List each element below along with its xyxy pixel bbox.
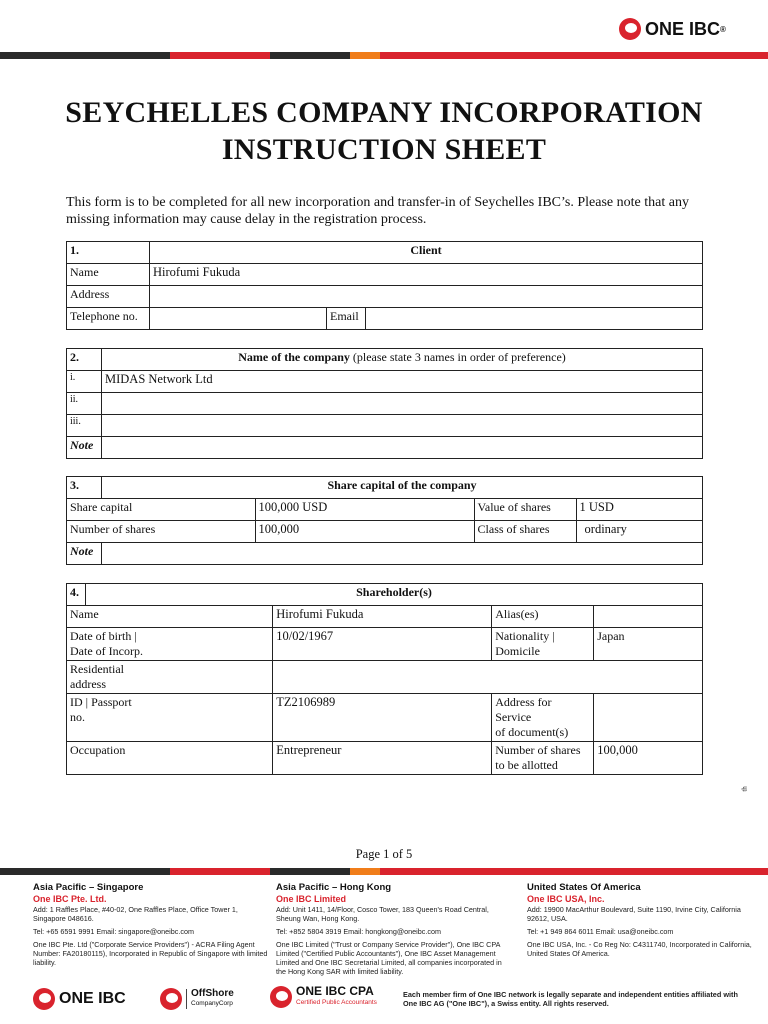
address: Add: 19900 MacArthur Boulevard, Suite 1190, Irvine City, California 92612, USA. [527,905,741,923]
section-title: Share capital of the company [102,477,703,499]
bottom-color-bar [0,868,768,875]
residential-address-label-line2: address [70,677,106,691]
version-sup: th [740,786,749,792]
email-label: Email [327,308,366,330]
brand-logo [619,18,726,40]
client-name-value[interactable]: Hirofumi Fukuda [150,264,703,286]
section-number: 2. [67,349,102,371]
address-label: Address [67,286,150,308]
alias-label: Alias(es) [492,606,594,628]
page-title-line-1: SEYCHELLES COMPANY INCORPORATION [65,96,703,129]
contact: Tel: +1 949 864 6011 Email: usa@oneibc.com [527,927,674,936]
value-of-shares-value[interactable]: 1 USD [576,499,702,521]
note-field[interactable] [102,437,703,459]
note-field[interactable] [102,543,703,565]
footer-one-ibc-logo [33,988,126,1010]
service-address-label [492,694,594,742]
residential-address-label-line1: Residential [70,662,124,676]
telephone-label: Telephone no. [67,308,150,330]
cpa-sub: Certified Public Accountants [296,999,377,1006]
section-title: Client [150,242,703,264]
region-title: Asia Pacific – Singapore [33,882,144,893]
choice-i-label: i. [67,371,102,393]
offshore-logo [160,988,234,1010]
id-passport-value[interactable]: TZ2106989 [273,694,492,742]
section-number: 1. [67,242,150,264]
entity-name: One IBC Limited [276,894,347,904]
service-address-value[interactable] [594,694,703,742]
choice-iii-label: iii. [67,415,102,437]
footer-brand-name: ONE IBC [59,990,126,1007]
company-name-choice-1[interactable]: MIDAS Network Ltd [102,371,703,393]
shares-allotted-value[interactable]: 100,000 [594,742,703,775]
value-of-shares-label: Value of shares [474,499,576,521]
note-label: Note [67,437,102,459]
id-passport-label [67,694,273,742]
legal-text: One IBC USA, Inc. - Co Reg No: C4311740, Incorporated in California, United States Of America. [527,940,752,958]
shares-allotted-label-line2: to be allotted [495,758,558,772]
class-of-shares-value[interactable]: ordinary [576,521,702,543]
region-title: Asia Pacific – Hong Kong [276,882,392,893]
address: Add: Unit 1411, 14/Floor, Cosco Tower, 183 Queen's Road Central, Sheung Wan, Hong Kong. [276,905,489,923]
footer-singapore [33,882,269,971]
one-ibc-logo-icon [619,18,641,40]
brand-name: ONE IBC [645,18,721,39]
contact: Tel: +852 5804 3919 Email: hongkong@oneibc.com [276,927,441,936]
number-of-shares-label: Number of shares [67,521,256,543]
date-of-birth-label-line2: Date of Incorp. [70,644,143,658]
footer-usa [527,882,763,962]
telephone-value[interactable] [150,308,327,330]
occupation-label: Occupation [67,742,273,775]
company-name-choice-3[interactable] [102,415,703,437]
service-address-label-line1: Address for Service [495,695,552,724]
date-of-birth-label-line1: Date of birth | [70,629,137,643]
nationality-label-line1: Nationality | [495,629,555,643]
shares-allotted-label [492,742,594,775]
section-title [102,349,703,371]
one-ibc-logo-icon [33,988,55,1010]
alias-value[interactable] [594,606,703,628]
residential-address-label [67,661,273,694]
note-label: Note [67,543,102,565]
cpa-logo-icon [270,986,292,1008]
page-number: Page 1 of 5 [355,847,413,861]
choice-ii-label: ii. [67,393,102,415]
shareholder-name-value[interactable]: Hirofumi Fukuda [273,606,492,628]
page-title-line-2: INSTRUCTION SHEET [221,133,547,166]
section-number: 4. [67,584,86,606]
entity-name: One IBC USA, Inc. [527,894,605,904]
share-capital-label: Share capital [67,499,256,521]
date-of-birth-label [67,628,273,661]
version-note [740,662,754,792]
nationality-label-line2: Domicile [495,644,540,658]
footer-hong-kong [276,882,512,980]
nationality-value[interactable]: Japan [594,628,703,661]
cpa-name: ONE IBC CPA [296,984,374,998]
legal-text: One IBC Pte. Ltd ("Corporate Service Providers") - ACRA Filing Agent Number: FA20180115), Incorporated in Republic of Singapore with limited liability. [33,940,268,967]
offshore-name: OffShore [191,988,234,999]
share-capital-value[interactable]: 100,000 USD [255,499,474,521]
section-title-bold: Name of the company [238,350,350,364]
version-suffix [739,779,768,790]
name-label: Name [67,606,273,628]
shareholder-section [66,583,703,775]
region-title: United States Of America [527,882,641,893]
occupation-value[interactable]: Entrepreneur [273,742,492,775]
nationality-label [492,628,594,661]
intro-paragraph: This form is to be completed for all new incorporation and transfer-in of Seychelles IBC’s. Please note that any missing information may cause delay in the registration process. [66,195,689,227]
offshore-sub: CompanyCorp [191,1000,233,1007]
residential-address-value[interactable] [273,661,703,694]
number-of-shares-value[interactable]: 100,000 [255,521,474,543]
cpa-logo [270,986,377,1008]
contact: Tel: +65 6591 9991 Email: singapore@oneibc.com [33,927,194,936]
service-address-label-line2: of document(s) [495,725,569,739]
client-address-value[interactable] [150,286,703,308]
footer-disclaimer: Each member firm of One IBC network is legally separate and independent entities affiliated with One IBC AG ("One IBC"), a Swiss entity. All rights reserved. [403,990,738,1008]
section-number: 3. [67,477,102,499]
email-value[interactable] [366,308,703,330]
class-of-shares-label: Class of shares [474,521,576,543]
section-title: Shareholder(s) [86,584,703,606]
address: Add: 1 Raffles Place, #40-02, One Raffles Place, Office Tower 1, Singapore 048616. [33,905,238,923]
entity-name: One IBC Pte. Ltd. [33,894,107,904]
client-section [66,241,703,330]
top-color-bar [0,52,768,59]
registered-mark: ® [720,24,726,34]
offshore-logo-icon [160,988,182,1010]
share-capital-section [66,476,703,565]
id-passport-label-line1: ID | Passport [70,695,132,709]
section-title-hint: (please state 3 names in order of preference) [349,350,566,364]
company-name-section [66,348,703,459]
legal-text: One IBC Limited ("Trust or Company Service Provider"), One IBC CPA Limited ("Certified Public Accountants"), One IBC Asset Management Limited and One IBC Secretarial Limited, all companies incorporated in the Hong Kong SAR with limited liability. [276,940,502,976]
shares-allotted-label-line1: Number of shares [495,743,581,757]
name-label: Name [67,264,150,286]
id-passport-label-line2: no. [70,710,85,724]
company-name-choice-2[interactable] [102,393,703,415]
date-of-birth-value[interactable]: 10/02/1967 [273,628,492,661]
